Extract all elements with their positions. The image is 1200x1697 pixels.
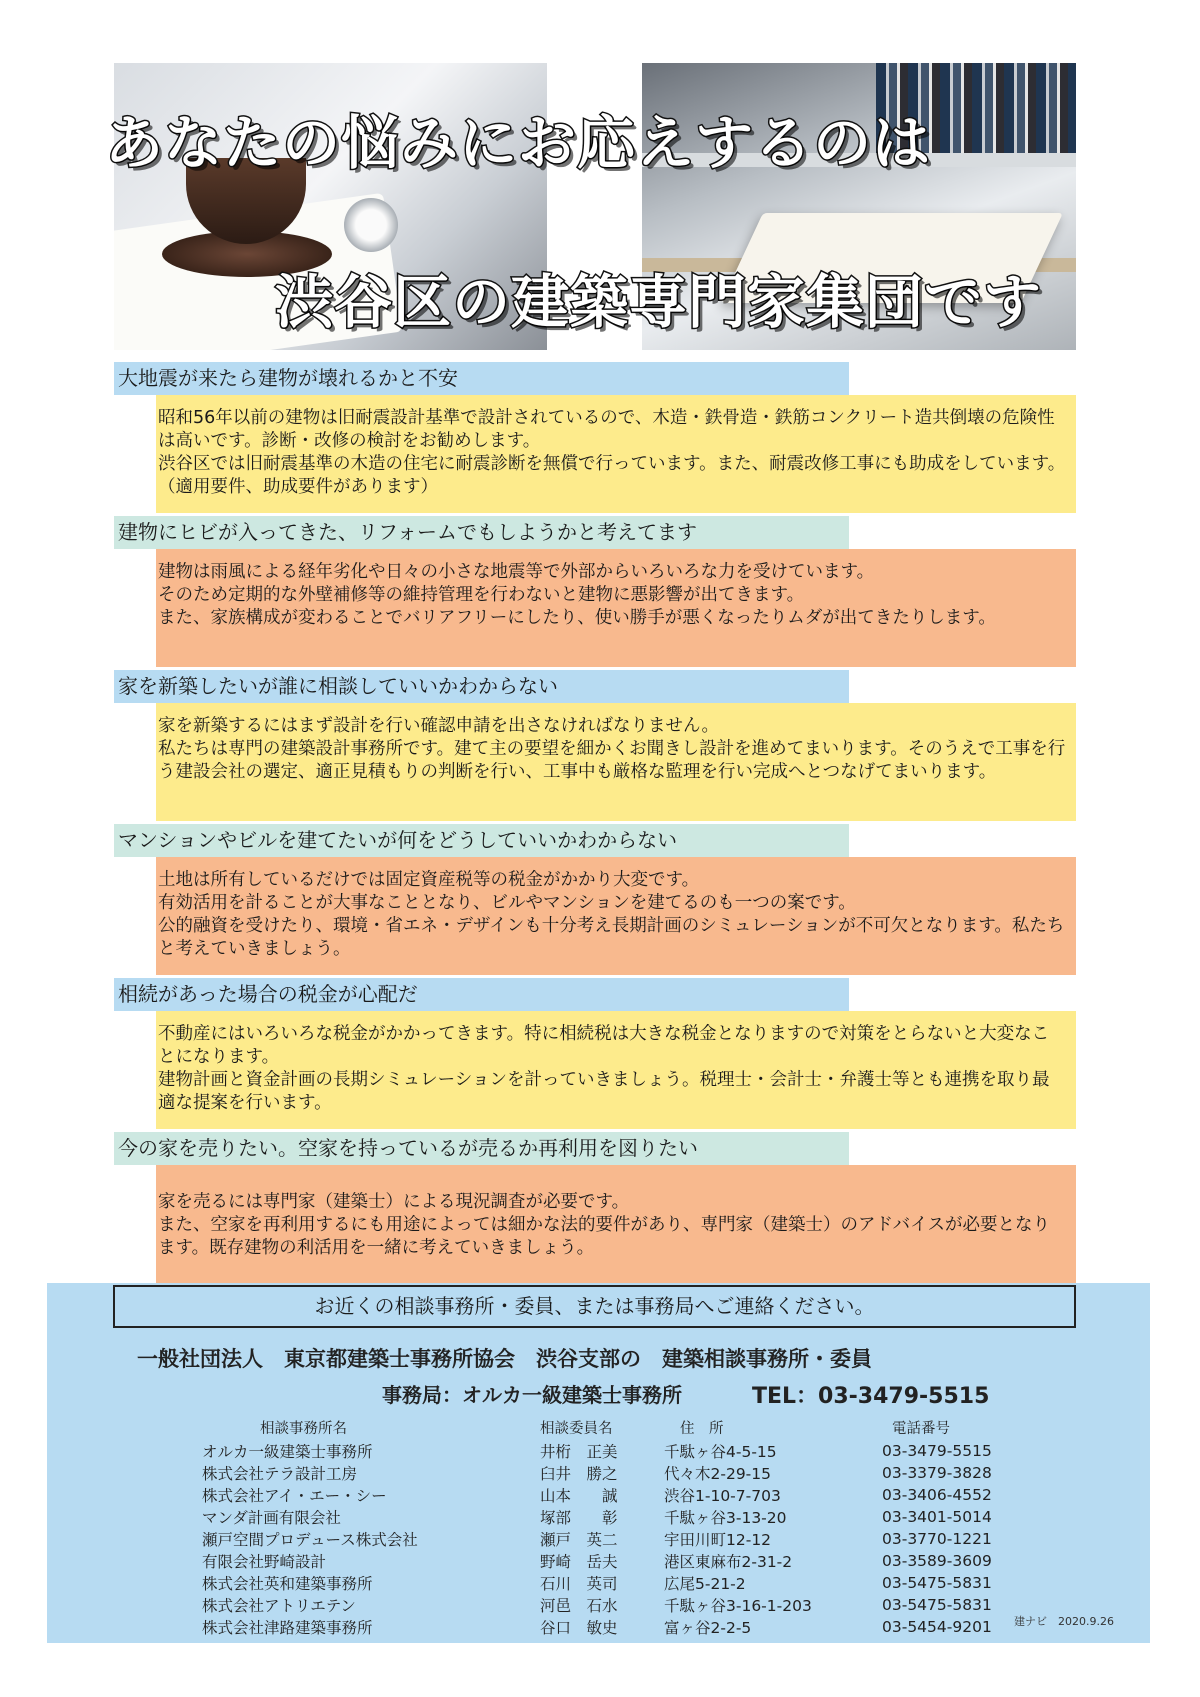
section-heading-earthquake: 大地震が来たら建物が壊れるかと不安 xyxy=(114,362,849,395)
member-name-cell: 野崎 岳夫 xyxy=(540,1553,618,1571)
section-heading-inheritance: 相続があった場合の税金が心配だ xyxy=(114,978,849,1011)
phone-cell[interactable]: 03-3589-3609 xyxy=(882,1552,992,1570)
column-member-name: 相談委員名 xyxy=(540,1421,613,1437)
section-heading-new-house: 家を新築したいが誰に相談していいかわからない xyxy=(114,670,849,703)
section-heading-mansion: マンションやビルを建てたいが何をどうしていいかわからない xyxy=(114,824,849,857)
member-name-cell: 瀬戸 英二 xyxy=(540,1531,618,1549)
member-name-cell: 谷口 敏史 xyxy=(540,1619,618,1637)
column-address: 住 所 xyxy=(680,1421,724,1437)
office-name-cell: 株式会社英和建築事務所 xyxy=(202,1575,373,1593)
table-row xyxy=(202,1462,1092,1484)
section-body-new-house xyxy=(156,703,1076,821)
office-name-cell: 株式会社アイ・エー・シー xyxy=(202,1487,387,1505)
paragraph: そのため定期的な外壁補修等の維持管理を行わないと建物に悪影響が出てきます。 xyxy=(158,585,805,605)
phone-cell[interactable]: 03-3401-5014 xyxy=(882,1508,992,1526)
table-row xyxy=(202,1506,1092,1528)
member-name-cell: 塚部 彰 xyxy=(540,1509,618,1527)
address-cell: 千駄ヶ谷3-16-1-203 xyxy=(664,1597,812,1615)
phone-cell[interactable]: 03-5475-5831 xyxy=(882,1596,992,1614)
paragraph: 家を売るには専門家（建築士）による現況調査が必要です。 xyxy=(158,1192,630,1212)
table-row xyxy=(202,1528,1092,1550)
paragraph: 渋谷区では旧耐震基準の木造の住宅に耐震診断を無償で行っています。また、耐震改修工事にも助成をしています。（適用要件、助成要件があります） xyxy=(158,454,1066,497)
wristwatch xyxy=(344,198,398,252)
table-row xyxy=(202,1440,1092,1462)
address-cell: 広尾5-21-2 xyxy=(664,1575,746,1593)
section-body-earthquake xyxy=(156,395,1076,513)
paragraph: 建物計画と資金計画の長期シミュレーションを計っていきましょう。税理士・会計士・弁護士等とも連携を取り最適な提案を行います。 xyxy=(158,1070,1050,1113)
column-office-name: 相談事務所名 xyxy=(260,1421,347,1437)
phone-cell[interactable]: 03-3479-5515 xyxy=(882,1442,992,1460)
office-name-cell: オルカ一級建築士事務所 xyxy=(202,1443,373,1461)
address-cell: 千駄ヶ谷3-13-20 xyxy=(664,1509,787,1527)
paragraph: 土地は所有しているだけでは固定資産税等の税金がかかり大変です。 xyxy=(158,870,700,890)
paragraph: 昭和56年以前の建物は旧耐震設計基準で設計されているので、木造・鉄骨造・鉄筋コンクリート造共倒壊の危険性は高いです。診断・改修の検討をお勧めします。 xyxy=(158,408,1055,451)
paragraph: 建物は雨風による経年劣化や日々の小さな地震等で外部からいろいろな力を受けています。 xyxy=(158,562,875,582)
office-name-cell: 株式会社津路建築事務所 xyxy=(202,1619,373,1637)
member-name-cell: 臼井 勝之 xyxy=(540,1465,618,1483)
office-name-cell: 株式会社テラ設計工房 xyxy=(202,1465,358,1483)
section-body-vacant-house xyxy=(156,1165,1076,1283)
address-cell: 港区東麻布2-31-2 xyxy=(664,1553,793,1571)
phone-cell[interactable]: 03-3379-3828 xyxy=(882,1464,992,1482)
section-body-reform xyxy=(156,549,1076,667)
table-row xyxy=(202,1616,1092,1638)
paragraph: 不動産にはいろいろな税金がかかってきます。特に相続税は大きな税金となりますので対策をとらないと大変なことになります。 xyxy=(158,1024,1050,1067)
table-row xyxy=(202,1484,1092,1506)
phone-cell[interactable]: 03-5454-9201 xyxy=(882,1618,992,1636)
headline-line-1: あなたの悩みにお応えするのは xyxy=(105,109,932,177)
address-cell: 渋谷1-10-7-703 xyxy=(664,1487,781,1505)
paragraph: 有効活用を計ることが大事なこととなり、ビルやマンションを建てるのも一つの案です。 xyxy=(158,893,856,913)
paragraph: 家を新築するにはまず設計を行い確認申請を出さなければなりません。 xyxy=(158,716,720,736)
headline-line-2: 渋谷区の建築専門家集団です xyxy=(275,268,1043,336)
table-row xyxy=(202,1572,1092,1594)
phone-cell[interactable]: 03-3770-1221 xyxy=(882,1530,992,1548)
address-cell: 富ヶ谷2-2-5 xyxy=(664,1619,752,1637)
section-body-inheritance xyxy=(156,1011,1076,1129)
table-row xyxy=(202,1594,1092,1616)
secretariat-office: 事務局：オルカ一級建築士事務所 xyxy=(382,1383,682,1407)
table-row xyxy=(202,1550,1092,1572)
column-phone: 電話番号 xyxy=(892,1421,950,1437)
footer-note: 建ナビ 2020.9.26 xyxy=(1014,1615,1114,1628)
member-table xyxy=(202,1417,1092,1638)
section-body-mansion xyxy=(156,857,1076,975)
section-heading-vacant-house: 今の家を売りたい。空家を持っているが売るか再利用を図りたい xyxy=(114,1132,849,1165)
address-cell: 宇田川町12-12 xyxy=(664,1531,772,1549)
contact-message: お近くの相談事務所・委員、または事務局へご連絡ください。 xyxy=(113,1285,1076,1328)
organization-name: 一般社団法人 東京都建築士事務所協会 渋谷支部の 建築相談事務所・委員 xyxy=(137,1347,872,1371)
member-name-cell: 井桁 正美 xyxy=(540,1443,618,1461)
paragraph: また、空家を再利用するにも用途によっては細かな法的要件があり、専門家（建築士）のアドバイスが必要となります。既存建物の利活用を一緒に考えていきましょう。 xyxy=(158,1215,1050,1258)
phone-cell[interactable]: 03-3406-4552 xyxy=(882,1486,992,1504)
section-heading-reform: 建物にヒビが入ってきた、リフォームでもしようかと考えてます xyxy=(114,516,849,549)
address-cell: 千駄ヶ谷4-5-15 xyxy=(664,1443,777,1461)
paragraph: 公的融資を受けたり、環境・省エネ・デザインも十分考え長期計画のシミュレーションが不可欠となります。私たちと考えていきましょう。 xyxy=(158,916,1065,959)
member-name-cell: 河邑 石水 xyxy=(540,1597,618,1615)
member-name-cell: 石川 英司 xyxy=(540,1575,618,1593)
office-name-cell: マンダ計画有限会社 xyxy=(202,1509,341,1527)
phone-cell[interactable]: 03-5475-5831 xyxy=(882,1574,992,1592)
table-header-row xyxy=(202,1417,1092,1440)
paragraph: また、家族構成が変わることでバリアフリーにしたり、使い勝手が悪くなったりムダが出てきたりします。 xyxy=(158,608,996,628)
address-cell: 代々木2-29-15 xyxy=(664,1465,771,1483)
paragraph: 私たちは専門の建築設計事務所です。建て主の要望を細かくお聞きし設計を進めてまいります。そのうえで工事を行う建設会社の選定、適正見積もりの判断を行い、工事中も厳格な監理を行い完成へとつなげてまいります。 xyxy=(158,739,1066,782)
secretariat-phone[interactable]: TEL：03-3479-5515 xyxy=(752,1384,990,1409)
office-name-cell: 有限会社野崎設計 xyxy=(202,1553,327,1571)
member-name-cell: 山本 誠 xyxy=(540,1487,618,1505)
office-name-cell: 株式会社アトリエテン xyxy=(202,1597,356,1615)
office-name-cell: 瀬戸空間プロデュース株式会社 xyxy=(202,1531,418,1549)
contact-footer xyxy=(47,1283,1150,1643)
